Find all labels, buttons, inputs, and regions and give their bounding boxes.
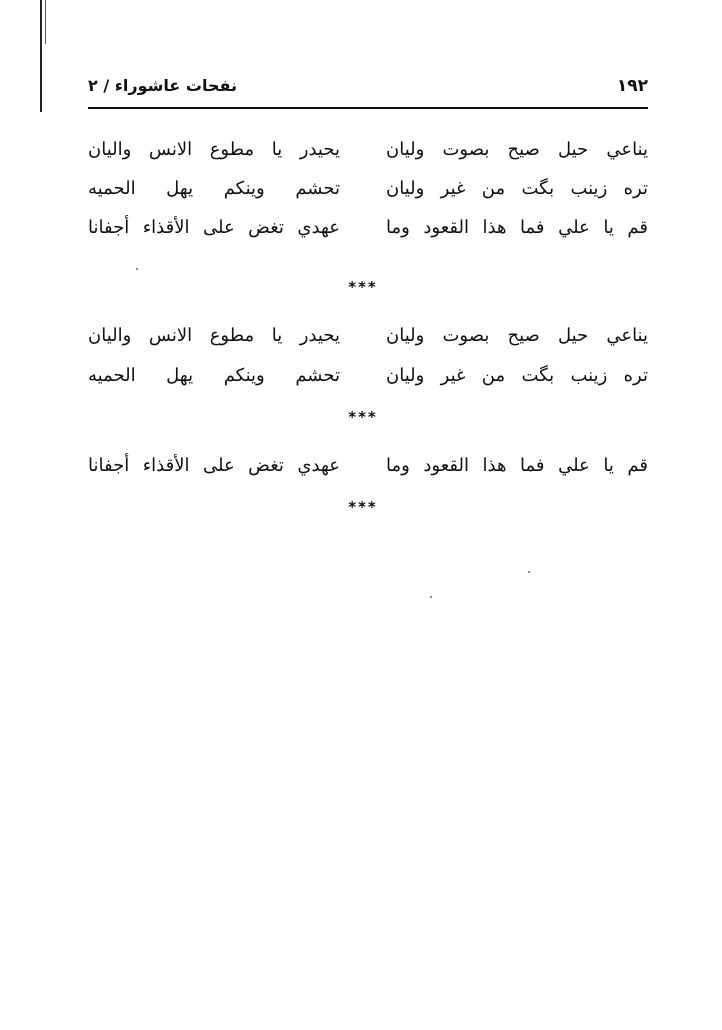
- header-rule: [88, 107, 648, 109]
- stanza-separator: ***: [348, 278, 378, 296]
- stanza-separator: ***: [348, 408, 378, 426]
- verse-line: [88, 358, 648, 394]
- verse-first-hemistich: يناعي حيل صيح بصوت وليان: [386, 325, 648, 346]
- binding-edge-mark-secondary: [45, 0, 46, 44]
- verse-line: [88, 448, 648, 484]
- verse-line: [88, 318, 648, 354]
- verse-line: [88, 210, 648, 246]
- verse-first-hemistich: قم يا علي فما هذا القعود وما: [386, 455, 648, 476]
- binding-edge-mark: [40, 0, 42, 112]
- verse-second-hemistich: تحشم وينكم يهل الحميه: [88, 365, 340, 386]
- verse-second-hemistich: عهدي تغض على الأقذاء أجفانا: [88, 217, 340, 238]
- verse-second-hemistich: يحيدر يا مطوع الانس واليان: [88, 325, 340, 346]
- stanza-separator: ***: [348, 498, 378, 516]
- scan-speck: [136, 268, 138, 270]
- scan-speck: [528, 571, 530, 573]
- verse-first-hemistich: تره زينب بگت من غير وليان: [386, 178, 648, 199]
- verse-second-hemistich: تحشم وينكم يهل الحميه: [88, 178, 340, 199]
- scan-speck: [430, 596, 432, 598]
- verse-first-hemistich: يناعي حيل صيح بصوت وليان: [386, 139, 648, 160]
- verse-first-hemistich: قم يا علي فما هذا القعود وما: [386, 217, 648, 238]
- verse-line: [88, 171, 648, 207]
- verse-line: [88, 132, 648, 168]
- book-title: نفحات عاشوراء / ٢: [88, 76, 238, 95]
- verse-second-hemistich: عهدي تغض على الأقذاء أجفانا: [88, 455, 340, 476]
- page-number: ١٩٢: [616, 76, 648, 96]
- verse-second-hemistich: يحيدر يا مطوع الانس واليان: [88, 139, 340, 160]
- verse-first-hemistich: تره زينب بگت من غير وليان: [386, 365, 648, 386]
- page-header: [88, 68, 648, 106]
